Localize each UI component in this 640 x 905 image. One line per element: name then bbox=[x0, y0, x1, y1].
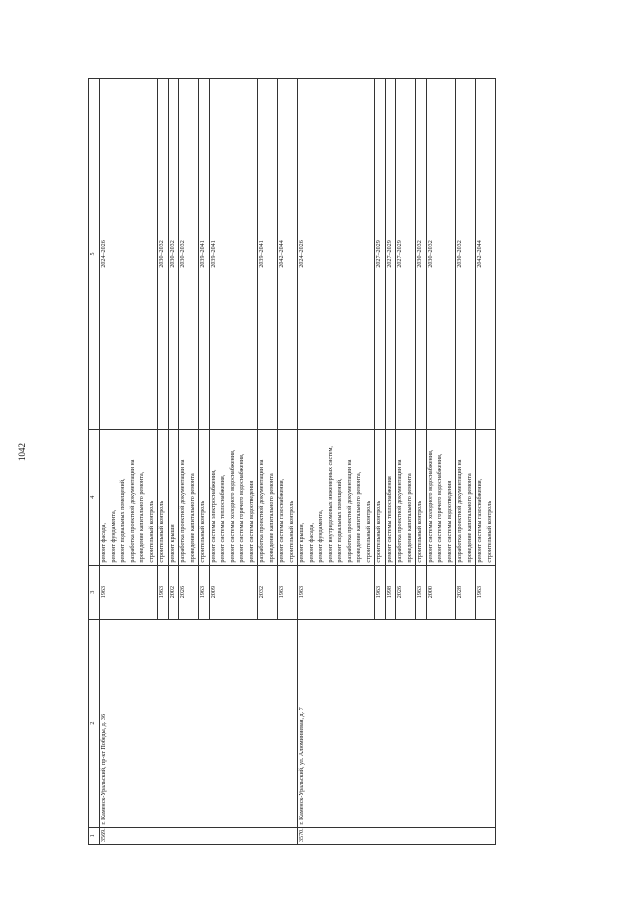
work-line: ремонт фасада, bbox=[308, 522, 315, 563]
table-row bbox=[100, 79, 158, 845]
works-cell bbox=[179, 429, 199, 565]
work-line: строительный контроль bbox=[159, 500, 165, 563]
work-line: разработка проектной документации на bbox=[397, 459, 403, 563]
work-line: строительный контроль bbox=[417, 500, 423, 563]
work-line: проведение капитального ремонта, bbox=[356, 471, 362, 563]
work-line: ремонт крыши, bbox=[299, 522, 305, 563]
year-cell: 2000 bbox=[426, 565, 456, 619]
work-line: разработка проектной документации на bbox=[180, 459, 186, 563]
works-cell bbox=[158, 429, 169, 565]
period-cell: 2039–2041 bbox=[258, 79, 278, 430]
works-cell bbox=[426, 429, 456, 565]
year-cell: 1963 bbox=[278, 565, 298, 619]
work-line: строительный контроль bbox=[486, 500, 493, 563]
period-cell: 2030–2032 bbox=[416, 79, 427, 430]
year-cell: 2026 bbox=[396, 565, 416, 619]
work-line: ремонт системы электроснабжения, bbox=[210, 469, 217, 563]
works-cell bbox=[209, 429, 258, 565]
work-line: проведение капитального ремонта bbox=[466, 473, 473, 563]
works-cell bbox=[385, 429, 396, 565]
work-line: ремонт системы горячего водоснабжения, bbox=[437, 453, 443, 563]
year-cell: 1963 bbox=[375, 565, 386, 619]
work-line: строительный контроль bbox=[200, 500, 206, 563]
works-cell bbox=[278, 429, 298, 565]
work-line: ремонт системы холодного водоснабжения, bbox=[427, 449, 434, 563]
works-cell bbox=[375, 429, 386, 565]
works-cell bbox=[258, 429, 278, 565]
work-line: ремонт системы газоснабжения, bbox=[477, 478, 483, 563]
table-body bbox=[100, 79, 496, 845]
building-address: г. Каменск-Уральский, ул. Алюминиевая, д. 7 bbox=[298, 619, 496, 827]
works-cell bbox=[396, 429, 416, 565]
repair-schedule-table bbox=[88, 78, 496, 845]
header-row bbox=[89, 79, 100, 845]
work-line: строительный контроль bbox=[288, 500, 295, 563]
building-address: г. Каменск-Уральский, пр-кт Победы, д. 36 bbox=[100, 619, 298, 827]
period-cell: 2030–2032 bbox=[179, 79, 199, 430]
work-line: проведение капитального ремонта, bbox=[139, 471, 145, 563]
work-line: ремонт системы газоснабжения, bbox=[279, 478, 285, 563]
column-header: 4 bbox=[89, 429, 100, 565]
period-cell: 2042–2044 bbox=[476, 79, 496, 430]
works-cell bbox=[476, 429, 496, 565]
works-cell bbox=[456, 429, 476, 565]
work-line: ремонт крыши bbox=[169, 524, 176, 563]
work-line: ремонт системы водоотведения bbox=[446, 480, 453, 563]
work-line: ремонт системы теплоснабжения bbox=[386, 476, 393, 563]
work-line: разработка проектной документации на bbox=[129, 459, 136, 563]
period-cell: 2024–2026 bbox=[100, 79, 158, 430]
year-cell: 1963 bbox=[476, 565, 496, 619]
work-line: ремонт подвальных помещений, bbox=[337, 478, 343, 563]
year-cell: 1963 bbox=[416, 565, 427, 619]
works-cell bbox=[416, 429, 427, 565]
work-line: проведение капитального ремонта bbox=[268, 473, 275, 563]
year-cell: 2009 bbox=[209, 565, 258, 619]
period-cell: 2030–2032 bbox=[456, 79, 476, 430]
work-line: проведение капитального ремонта bbox=[406, 473, 413, 563]
work-line: ремонт системы теплоснабжения, bbox=[220, 474, 226, 563]
year-cell: 1963 bbox=[100, 565, 158, 619]
period-cell: 2024–2026 bbox=[298, 79, 375, 430]
work-line: проведение капитального ремонта bbox=[189, 473, 196, 563]
work-line: ремонт фасада, bbox=[101, 522, 107, 563]
period-cell: 2030–2032 bbox=[168, 79, 179, 430]
year-cell: 2002 bbox=[168, 565, 179, 619]
year-cell: 1963 bbox=[298, 565, 375, 619]
period-cell: 2027–2029 bbox=[375, 79, 386, 430]
year-cell: 1998 bbox=[385, 565, 396, 619]
work-line: строительный контроль bbox=[376, 500, 382, 563]
works-cell bbox=[298, 429, 375, 565]
period-cell: 2027–2029 bbox=[396, 79, 416, 430]
rotated-table-wrapper bbox=[88, 78, 566, 845]
work-line: строительный контроль bbox=[365, 500, 372, 563]
year-cell: 1963 bbox=[199, 565, 210, 619]
works-cell bbox=[100, 429, 158, 565]
work-line: ремонт внутридомовых инженерных систем, bbox=[327, 446, 334, 563]
year-cell: 2026 bbox=[179, 565, 199, 619]
period-cell: 2039–2041 bbox=[199, 79, 210, 430]
table-row bbox=[298, 79, 375, 845]
work-line: разработка проектной документации на bbox=[457, 459, 463, 563]
work-line: разработка проектной документации на bbox=[259, 459, 265, 563]
building-number: 3569. bbox=[100, 827, 298, 844]
work-line: ремонт подвальных помещений, bbox=[120, 478, 126, 563]
period-cell: 2030–2032 bbox=[158, 79, 169, 430]
work-line: строительный контроль bbox=[148, 500, 155, 563]
period-cell: 2042–2044 bbox=[278, 79, 298, 430]
work-line: ремонт системы водоотведения bbox=[248, 480, 255, 563]
period-cell: 2039–2041 bbox=[209, 79, 258, 430]
period-cell: 2027–2029 bbox=[385, 79, 396, 430]
work-line: ремонт системы горячего водоснабжения, bbox=[239, 453, 245, 563]
works-cell bbox=[199, 429, 210, 565]
column-header: 2 bbox=[89, 619, 100, 827]
column-header: 1 bbox=[89, 827, 100, 844]
year-cell: 2032 bbox=[258, 565, 278, 619]
year-cell: 1963 bbox=[158, 565, 169, 619]
work-line: ремонт фундамента, bbox=[110, 509, 117, 563]
work-line: ремонт фундамента, bbox=[318, 509, 324, 563]
year-cell: 2028 bbox=[456, 565, 476, 619]
works-cell bbox=[168, 429, 179, 565]
column-header: 3 bbox=[89, 565, 100, 619]
page-number: 1042 bbox=[17, 443, 27, 461]
column-header: 5 bbox=[89, 79, 100, 430]
building-number: 3570. bbox=[298, 827, 496, 844]
work-line: ремонт системы холодного водоснабжения, bbox=[229, 449, 236, 563]
period-cell: 2030–2032 bbox=[426, 79, 456, 430]
work-line: разработка проектной документации на bbox=[346, 459, 353, 563]
